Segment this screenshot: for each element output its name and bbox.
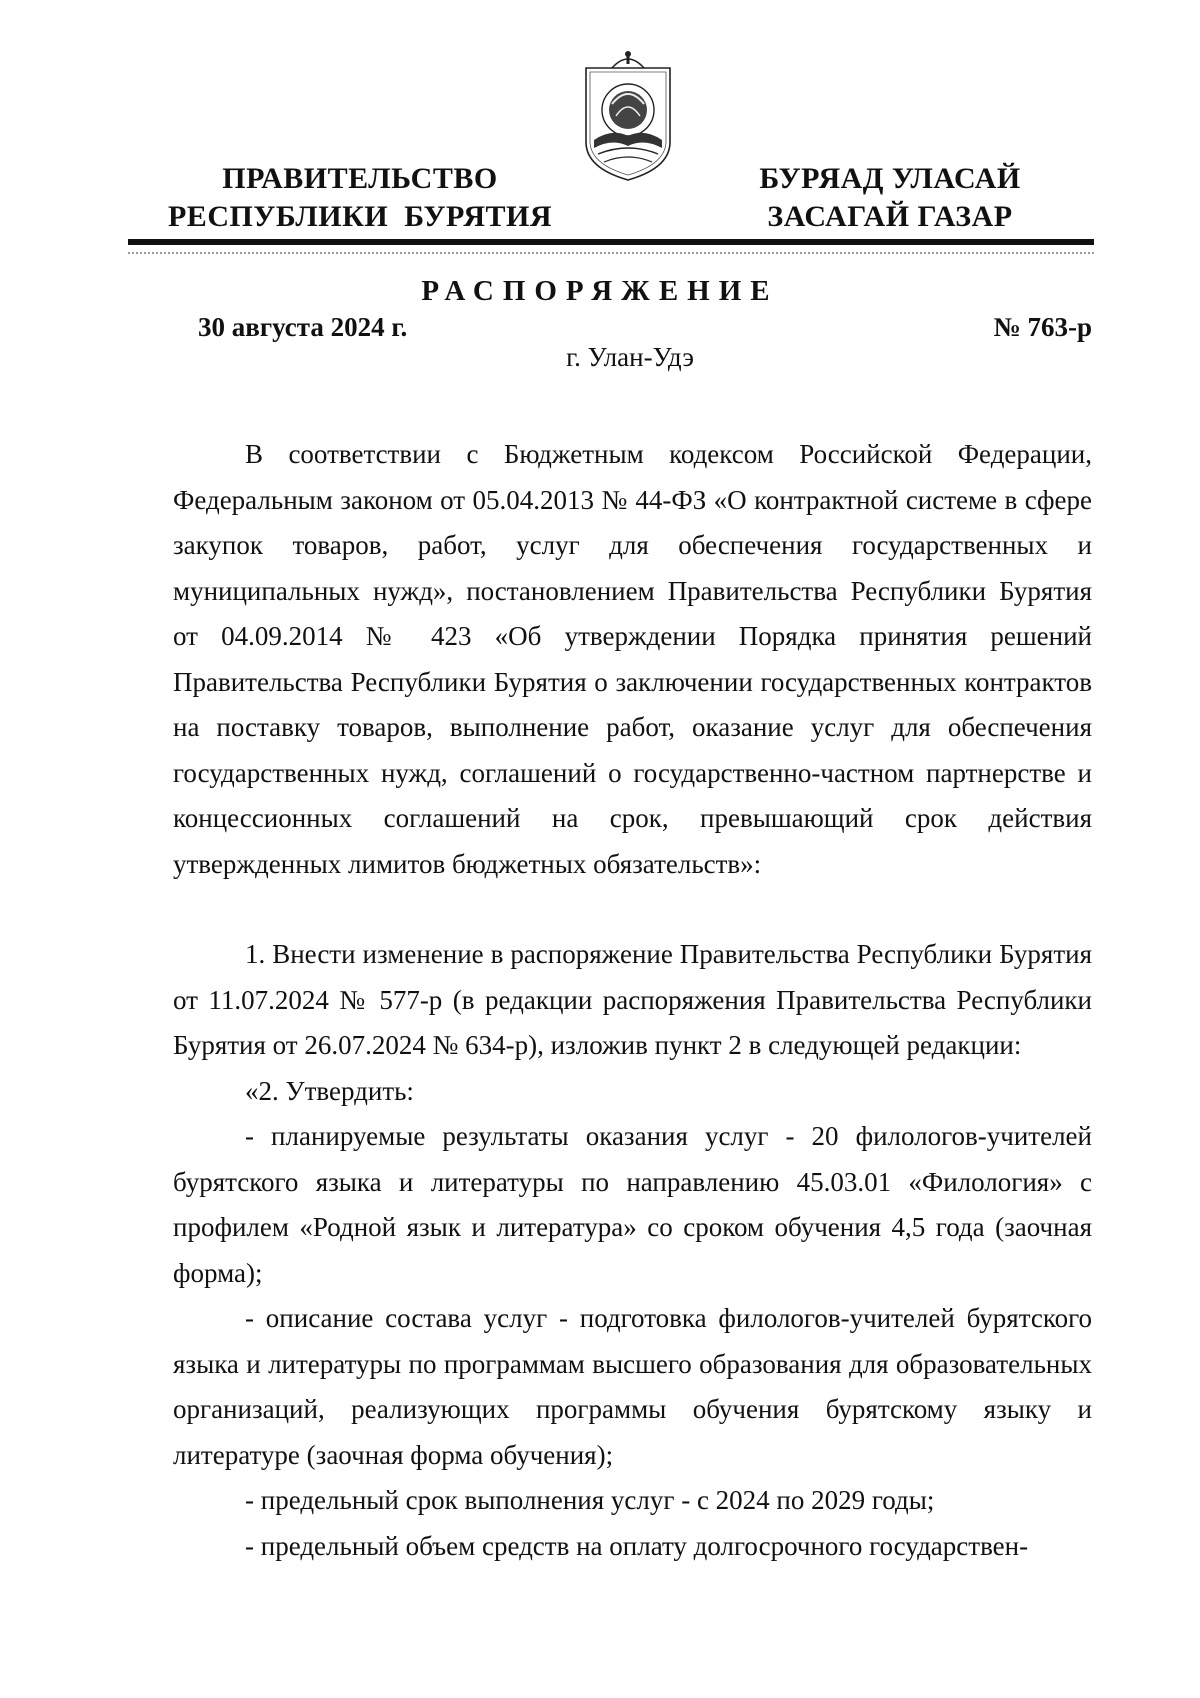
header-divider-thick xyxy=(128,239,1094,245)
header-divider-thin xyxy=(128,252,1094,254)
org-right-line-2: ЗАСАГАЙ ГАЗАР xyxy=(767,200,1013,233)
bullet-deadline: - предельный срок выполнения услуг - с 2024 по 2029 годы; xyxy=(245,1485,935,1515)
org-left-line-2: РЕСПУБЛИКИ БУРЯТИЯ xyxy=(167,200,553,233)
bullet-funding-limit: - предельный объем средств на оплату долгосрочного государствен- xyxy=(245,1530,1029,1561)
bullet-services-description: - описание состава услуг - подготовка филологов-учителей бурятского языка и литературы по программам высшего образования для образовательных организаций, реализующих программы обучения бурятскому языку и литературе (заочная форма обучения); xyxy=(173,1303,1092,1470)
document-city: г. Улан-Удэ xyxy=(566,342,694,372)
org-right-line-1: БУРЯАД УЛАСАЙ xyxy=(759,162,1021,195)
bullet-planned-results: - планируемые результаты оказания услуг - 20 филологов-учителей бурятского языка и литературы по направлению 45.03.01 «Филология» с профилем «Родной язык и литература» со сроком обучения 4,5 года (заочная форма); xyxy=(173,1121,1092,1288)
org-left-line-1: ПРАВИТЕЛЬСТВО xyxy=(222,162,498,195)
government-name-buryat xyxy=(700,160,1080,236)
document-body xyxy=(173,432,1092,1569)
coat-of-arms-icon xyxy=(582,44,674,184)
item-2-intro: «2. Утвердить: xyxy=(245,1075,414,1106)
item-1-paragraph: 1. Внести изменение в распоряжение Правительства Республики Бурятия от 11.07.2024 № 577-р (в редакции распоряжения Правительства Республики Бурятия от 26.07.2024 № 634-р), изложив пункт 2 в следующей редакции: xyxy=(173,939,1092,1060)
preamble-paragraph: В соответствии с Бюджетным кодексом Российской Федерации, Федеральным законом от 05.04.2013 № 44-ФЗ «О контрактной системе в сфере закупок товаров, работ, услуг для обеспечения государственных и муниципальных нужд», постановлением Правительства Республики Бурятия от 04.09.2014 № 423 «Об утверждении Порядка принятия решений Правительства Республики Бурятия о заключении государственных контрактов на поставку товаров, выполнение работ, оказание услуг для обеспечения государственных нужд, соглашений о государственно-частном партнерстве и концессионных соглашений на срок, превышающий срок действия утвержденных лимитов бюджетных обязательств»: xyxy=(173,439,1092,879)
government-name-russian xyxy=(150,160,570,236)
document-date: 30 августа 2024 г. xyxy=(198,312,408,342)
document-title: РАСПОРЯЖЕНИЕ xyxy=(421,275,779,307)
document-number: № 763-р xyxy=(993,312,1092,342)
